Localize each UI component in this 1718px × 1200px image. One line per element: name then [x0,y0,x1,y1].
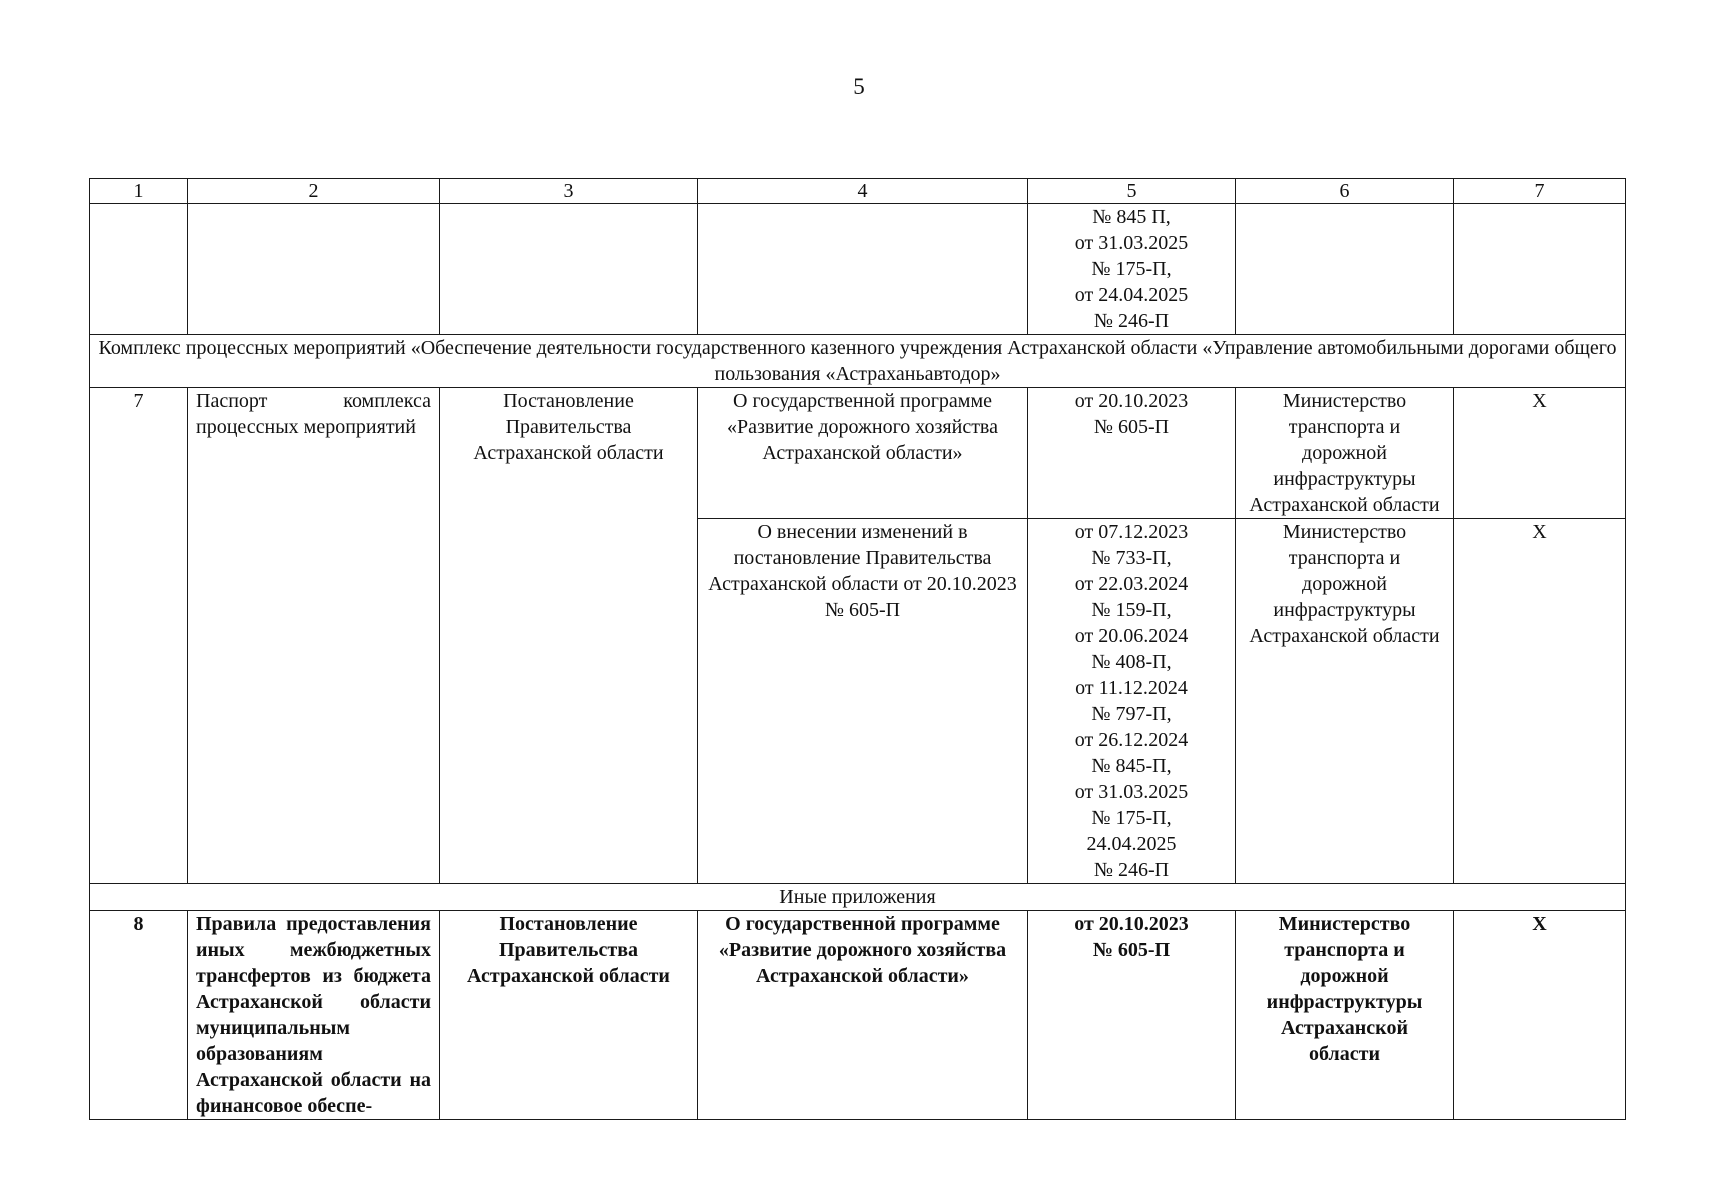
row8-act-type: Постановление Правительства Астраханской области [440,911,698,1120]
header-cell-1: 1 [90,179,188,204]
row8-mark: X [1454,911,1626,1120]
table-row-7a [90,388,1626,519]
row7-entry1-mark: X [1454,388,1626,519]
row7-entry2-title: О внесении изменений в постановление Правительства Астраханской области от 20.10.2023 № 605-П [698,519,1028,884]
table-row-8 [90,911,1626,1120]
row7-act-type: Постановление Правительства Астраханской области [440,388,698,884]
header-cell-4: 4 [698,179,1028,204]
cont-cell-4 [698,204,1028,335]
section-title-complex: Комплекс процессных мероприятий «Обеспечение деятельности государственного казенного учреждения Астраханской области «Управление автомобильными дорогами общего пользования «Астраханьавтодор» [90,335,1626,388]
header-cell-2: 2 [188,179,440,204]
header-row [90,179,1626,204]
continuation-row [90,204,1626,335]
header-cell-6: 6 [1236,179,1454,204]
row7-entry1-details: от 20.10.2023 № 605-П [1028,388,1236,519]
section-row-complex [90,335,1626,388]
row8-title: О государственной программе «Развитие дорожного хозяйства Астраханской области» [698,911,1028,1120]
row8-name: Правила предоставления иных межбюджетных трансфертов из бюджета Астраханской области муниципальным образованиям Астраханской области на финансовое обеспе- [188,911,440,1120]
section-title-other: Иные приложения [90,884,1626,911]
cont-cell-7 [1454,204,1626,335]
page-number: 5 [853,74,865,99]
documents-table [89,178,1626,1120]
row8-details: от 20.10.2023 № 605-П [1028,911,1236,1120]
row7-name: Паспорт комплекса процессных мероприятий [188,388,440,884]
row7-entry2-details: от 07.12.2023 № 733-П, от 22.03.2024 № 159-П, от 20.06.2024 № 408-П, от 11.12.2024 № 797-П, от 26.12.2024 № 845-П, от 31.03.2025 № 175-П, 24.04.2025 № 246-П [1028,519,1236,884]
header-cell-7: 7 [1454,179,1626,204]
cont-cell-1 [90,204,188,335]
row8-number: 8 [90,911,188,1120]
cont-cell-6 [1236,204,1454,335]
cont-details: № 845 П, от 31.03.2025 № 175-П, от 24.04.2025 № 246-П [1028,204,1236,335]
row8-responsible: Министерство транспорта и дорожной инфраструктуры Астраханской области [1236,911,1454,1120]
row7-entry1-title: О государственной программе «Развитие дорожного хозяйства Астраханской области» [698,388,1028,519]
header-cell-5: 5 [1028,179,1236,204]
cont-cell-2 [188,204,440,335]
header-cell-3: 3 [440,179,698,204]
row7-entry1-responsible: Министерство транспорта и дорожной инфраструктуры Астраханской области [1236,388,1454,519]
row7-entry2-responsible: Министерство транспорта и дорожной инфраструктуры Астраханской области [1236,519,1454,884]
row7-number: 7 [90,388,188,884]
section-row-other [90,884,1626,911]
row7-entry2-mark: X [1454,519,1626,884]
cont-cell-3 [440,204,698,335]
